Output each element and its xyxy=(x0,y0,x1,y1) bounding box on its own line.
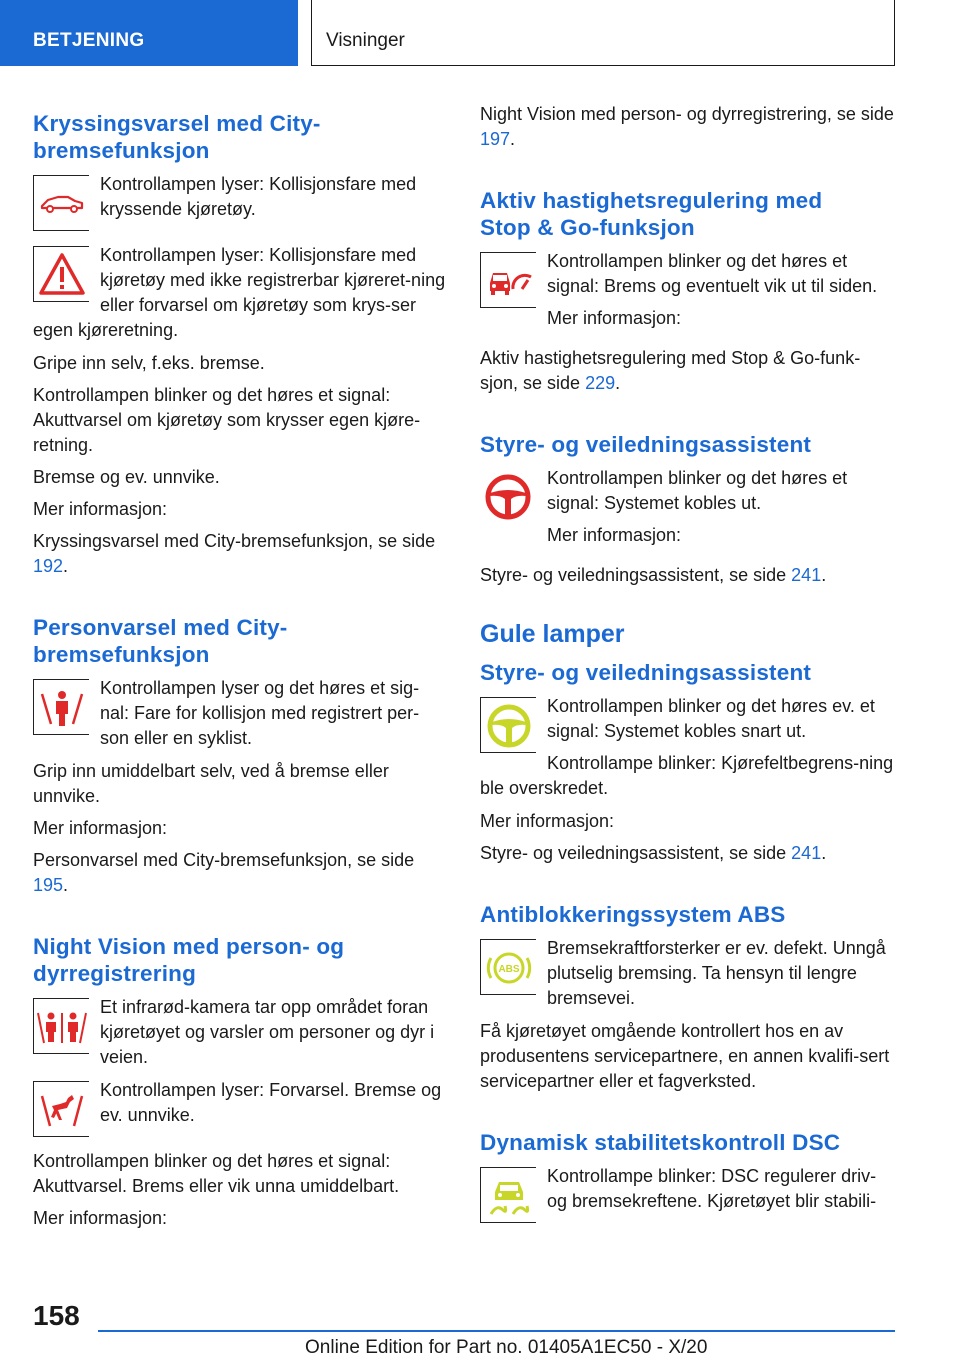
heading-yellow-lamps: Gule lamper xyxy=(480,620,625,648)
abs-icon xyxy=(480,939,536,995)
footer-divider xyxy=(98,1330,895,1332)
left-column: Kryssingsvarsel med City- bremsefunksjon Kontrollampen lyser: Kollisjonsfare med kryssende kjøretøy. Kontrollampen lyser: Kollisjonsfare med kjøretøy med ikke registrerbar kjøreret-ning eller forvarsel om kjøretøy som krys-ser egen kjøreretning. Gripe inn selv, f.eks. bremse. Kontrollampen blinker og det høres et signal: Akuttvarsel om kjøretøy som krysser egen kjøre-retning. Bremse og ev. unnvike. Mer informasjon: Kryssingsvarsel med City-bremsefunksjon, se side 192. Personvarsel med City- bremsefunksjon Kontrollampen lyser og det høres et sig-nal: Fare for kollisjon med registrert per-son eller en syklist. Grip inn umiddelbart selv, ved å bremse eller unnvike. Mer informasjon: Personvarsel med City-bremsefunksjon, se side 195. Night Vision med person- og dyrregistrering Et infrarød-kamera tar opp området foran kjøretøyet og varsler om personer og dyr i veien. Kontrollampen lyser: Forvarsel. Bremse og ev. unnvike. Kontrollampen blinker og det høres et signal: Akuttvarsel. Brems eller vik unna umiddelbart. Mer informasjon: xyxy=(33,111,446,1228)
edition-note: Online Edition for Part no. 01405A1EC50 - X/20 xyxy=(305,1337,708,1358)
steering-wheel-red-icon xyxy=(480,469,536,525)
animal-warning-icon xyxy=(33,1081,89,1137)
icon-block: Kontrollampen lyser og det høres et sig-nal: Fare for kollisjon med registrert per-son eller en syklist. xyxy=(33,676,447,751)
icon-block: Kontrollampen blinker og det høres ev. et signal: Systemet kobles snart ut. Kontrollampe blinker: Kjørefeltbegrens-ning ble overskredet. xyxy=(480,696,894,798)
icon-block: Kontrollampen lyser: Forvarsel. Bremse og ev. unnvike. xyxy=(33,1078,447,1141)
subsection-title: Visninger xyxy=(326,30,405,51)
persons-detection-icon xyxy=(33,998,89,1054)
icon-block: Kontrollampen blinker og det høres et signal: Systemet kobles ut. Mer informasjon: xyxy=(480,466,894,555)
right-column: Night Vision med person- og dyrregistrering, se side 197. Aktiv hastighetsregulering med Stop & Go-funksjon Kontrollampen blinker og det høres et signal: Brems og eventuelt vik ut til siden. Mer informasjon: Aktiv hastighetsregulering med Stop & Go-funk-sjon, se side 229. Styre- og veiledningsassistent Kontrollampen blinker og det høres et signal: Systemet kobles ut. Mer informasjon: Styre- og veiledningsassistent, se side 241. Gule lamper Styre- og veiledningsassistent Kontrollampen blinker og det høres ev. et signal: Systemet kobles snart ut. Kontrollampe blinker: Kjørefeltbegrens-ning ble overskredet. Mer informasjon: Styre- og veiledningsassistent, se side 241. Antiblokkeringssystem ABS ABS Bremsekraftforsterker er ev. defekt. Unngå plutselig bremsing. Ta hensyn til lengre bremsevei. Få kjøretøyet omgående kontrollert hos en av produsentens servicepartnere, en annen kvalifi-sert servicepartner eller et fagverksted. Dynamisk stabilitetskontroll DSC Kontrollampe blinker: DSC regulerer driv- og bremsekreftene. Kjøretøyet blir stabili- xyxy=(480,102,894,1235)
heading-dsc: Dynamisk stabilitetskontroll DSC xyxy=(480,1130,841,1155)
page-number: 158 xyxy=(33,1300,80,1331)
heading-night-vision: Night Vision med person- og dyrregistrering xyxy=(33,934,345,986)
heading-crossing-warning: Kryssingsvarsel med City- bremsefunksjon xyxy=(33,111,321,163)
page-link[interactable]: 241 xyxy=(791,565,822,585)
page-link[interactable]: 229 xyxy=(585,373,616,393)
heading-steering-assist-red: Styre- og veiledningsassistent xyxy=(480,432,812,457)
heading-active-cruise: Aktiv hastighetsregulering med Stop & Go-funksjon xyxy=(480,188,823,240)
page-link[interactable]: 241 xyxy=(791,843,822,863)
steering-wheel-yellow-icon xyxy=(480,697,536,753)
icon-block: Kontrollampe blinker: DSC regulerer driv- og bremsekreftene. Kjøretøyet blir stabili- xyxy=(480,1164,894,1227)
section-tab xyxy=(0,0,298,66)
dsc-icon xyxy=(480,1167,536,1223)
icon-block: Kontrollampen lyser: Kollisjonsfare med kjøretøy med ikke registrerbar kjøreret-ning eller forvarsel om kjøretøy som krys-ser egen kjøreretning. xyxy=(33,245,446,340)
pedestrian-warning-icon xyxy=(33,679,89,735)
page-link[interactable]: 197 xyxy=(480,129,511,149)
icon-block: Kontrollampen lyser: Kollisjonsfare med kryssende kjøretøy. xyxy=(33,172,447,235)
icon-block: Et infrarød-kamera tar opp området foran kjøretøyet og varsler om personer og dyr i veien. xyxy=(33,995,447,1070)
heading-person-warning: Personvarsel med City- bremsefunksjon xyxy=(33,615,288,667)
subsection-tab xyxy=(311,0,895,66)
section-title: BETJENING xyxy=(33,30,145,51)
icon-block: ABS Bremsekraftforsterker er ev. defekt. Unngå plutselig bremsing. Ta hensyn til lengre bremsevei. xyxy=(480,936,894,1011)
abs-icon-label: ABS xyxy=(498,964,520,975)
heading-steering-assist-yellow: Styre- og veiledningsassistent xyxy=(480,660,812,685)
icon-block: Kontrollampen blinker og det høres et signal: Brems og eventuelt vik ut til siden. Mer informasjon: xyxy=(480,249,894,338)
page-link[interactable]: 195 xyxy=(33,875,64,895)
crossing-car-warning-icon xyxy=(33,175,89,231)
cruise-brake-icon xyxy=(480,252,536,308)
heading-abs: Antiblokkeringssystem ABS xyxy=(480,902,786,927)
warning-triangle-icon xyxy=(33,246,89,302)
page-link[interactable]: 192 xyxy=(33,556,64,576)
